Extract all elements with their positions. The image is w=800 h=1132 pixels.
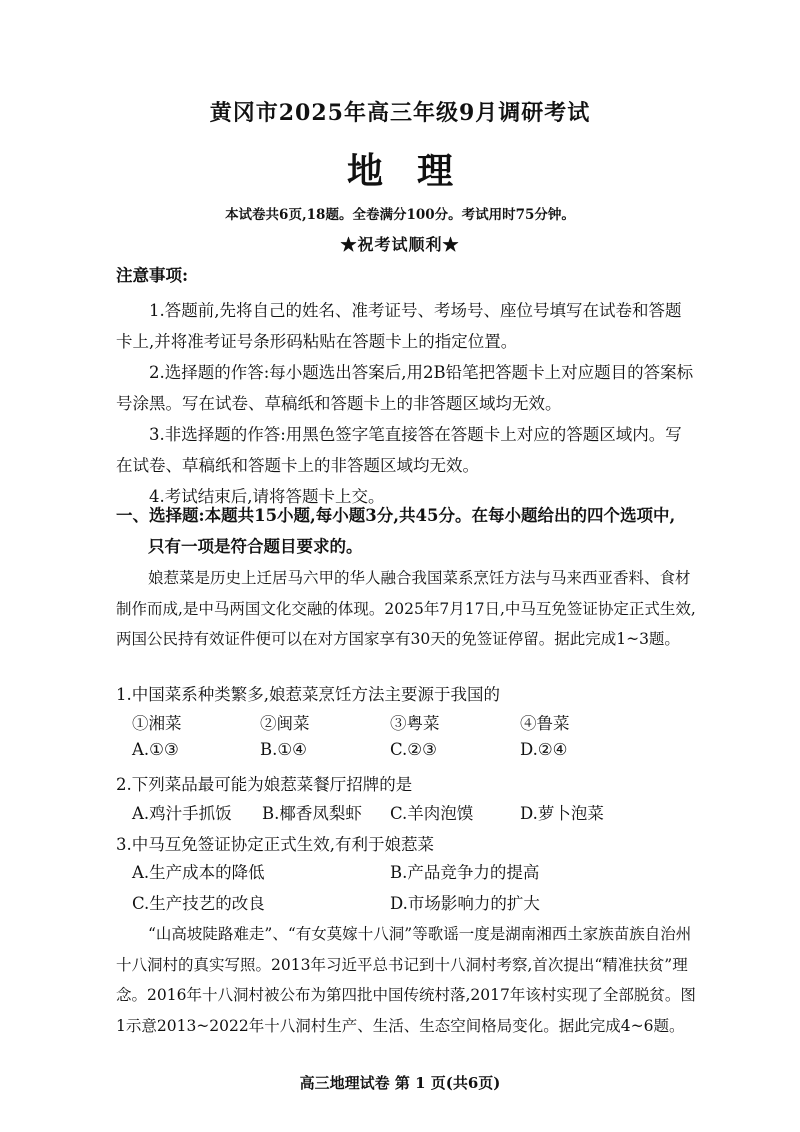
question-1-items [132,710,712,741]
question-3-stem: 3.中马互免签证协定正式生效,有利于娘惹菜 [116,835,434,854]
notice-list [116,295,696,512]
exam-meta: 本试卷共6页,18题。全卷满分100分。考试用时75分钟。 [225,207,575,223]
question-1-option: A.①③ [132,740,179,759]
exam-title: 黄冈市2025年高三年级9月调研考试 [209,100,591,126]
question-1-item: ②闽菜 [260,714,310,733]
question-1-option: C.②③ [390,740,437,759]
question-1-options [132,740,712,771]
question-1-item: ④鲁菜 [520,714,570,733]
question-3-options-row1 [132,859,712,890]
notice-item: 2.选择题的作答:每小题选出答案后,用2B铅笔把答题卡上对应题目的答案标号涂黑。写在试卷、草稿纸和答题卡上的非答题区域均无效。 [116,363,694,413]
section-heading-line2: 只有一项是符合题目要求的。 [148,537,363,556]
section-heading [116,500,696,562]
notice-item: 1.答题前,先将自己的姓名、准考证号、考场号、座位号填写在试卷和答题卡上,并将准考证号条形码粘贴在答题卡上的指定位置。 [116,301,682,351]
exam-wish: ★祝考试顺利★ [340,235,460,254]
question-2-stem: 2.下列菜品最可能为娘惹菜餐厅招牌的是 [116,775,413,794]
question-3-option: A.生产成本的降低 [132,863,265,882]
question-2-option: B.椰香凤梨虾 [262,804,362,823]
passage-2 [116,919,696,1041]
question-2-option: A.鸡汁手抓饭 [132,804,232,823]
notice-heading: 注意事项: [116,266,189,285]
question-1-item: ①湘菜 [132,714,182,733]
passage-1-text: 娘惹菜是历史上迁居马六甲的华人融合我国菜系烹饪方法与马来西亚香料、食材制作而成,是中马两国文化交融的体现。2025年7月17日,中马互免签证协定正式生效,两国公民持有效证件便可以在对方国家享有30天的免签证停留。据此完成1~3题。 [116,569,696,648]
question-1-option: B.①④ [260,740,307,759]
notice-item: 3.非选择题的作答:用黑色签字笔直接答在答题卡上对应的答题区域内。写在试卷、草稿纸和答题卡上的非答题区域均无效。 [116,425,682,475]
passage-1 [116,563,696,655]
question-1-option: D.②④ [520,740,568,759]
question-2-option: D.萝卜泡菜 [520,804,604,823]
section-heading-line1: 一、选择题:本题共15小题,每小题3分,共45分。在每小题给出的四个选项中, [116,506,676,525]
question-3-option: C.生产技艺的改良 [132,894,265,913]
question-1-item: ③粤菜 [390,714,440,733]
question-3-option: B.产品竞争力的提高 [390,863,540,882]
question-2-option: C.羊肉泡馍 [390,804,474,823]
question-2-options [132,800,712,831]
passage-2-text: “山高坡陡路难走”、“有女莫嫁十八洞”等歌谣一度是湖南湘西土家族苗族自治州十八洞村的真实写照。2013年习近平总书记到十八洞村考察,首次提出“精准扶贫”理念。2016年十八洞村被公布为第四批中国传统村落,2017年该村实现了全部脱贫。图1示意2013~2022年十八洞村生产、生活、生态空间格局变化。据此完成4~6题。 [116,925,696,1035]
notice-item: 4.考试结束后,请将答题卡上交。 [149,487,385,506]
question-3-options-row2 [132,890,712,921]
page-footer: 高三地理试卷 第 1 页(共6页) [299,1074,501,1092]
question-3-option: D.市场影响力的扩大 [390,894,540,913]
question-1-stem: 1.中国菜系种类繁多,娘惹菜烹饪方法主要源于我国的 [116,685,500,704]
subject-title: 地理 [346,150,487,192]
